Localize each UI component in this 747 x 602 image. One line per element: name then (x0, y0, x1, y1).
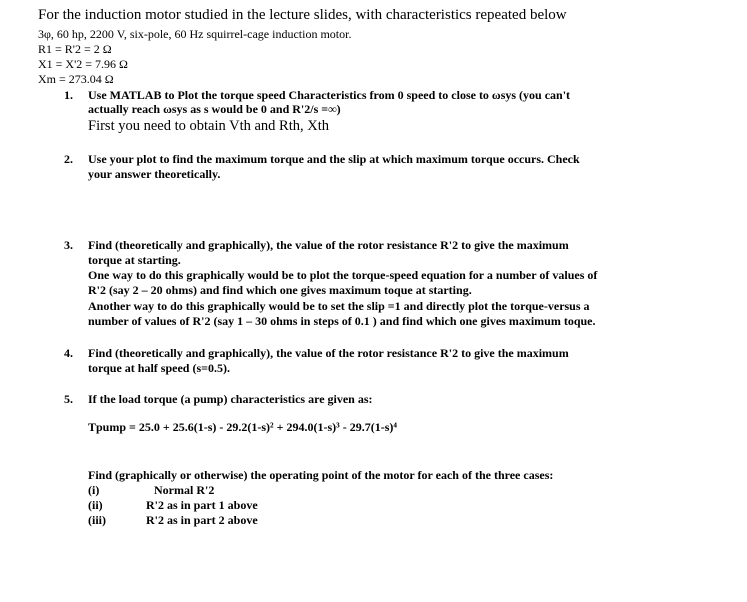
item-number: 2. (64, 152, 73, 166)
motor-spec-line: 3φ, 60 hp, 2200 V, six-pole, 60 Hz squirrel-cage induction motor. (38, 27, 352, 41)
pump-torque-equation: Tpump = 25.0 + 25.6(1-s) - 29.2(1-s)² + 294.0(1-s)³ - 29.7(1-s)⁴ (88, 420, 397, 434)
item-1-line-2: actually reach ωsys as s would be 0 and R'2/s =∞) (88, 102, 341, 116)
case-text: Normal R'2 (154, 483, 215, 497)
item-5-line-2: Find (graphically or otherwise) the operating point of the motor for each of the three cases: (88, 468, 554, 482)
resistance-spec: R1 = R'2 = 2 Ω (38, 42, 112, 56)
case-text: R'2 as in part 2 above (146, 513, 258, 527)
case-roman: (i) (88, 483, 100, 497)
intro-text: For the induction motor studied in the lecture slides, with characteristics repeated below (38, 7, 567, 23)
item-3-line-5: Another way to do this graphically would be to set the slip =1 and directly plot the torque-versus a (88, 299, 590, 313)
item-number: 5. (64, 392, 73, 406)
case-roman: (iii) (88, 513, 106, 527)
magnetizing-reactance-spec: Xm = 273.04 Ω (38, 72, 114, 86)
item-2-line-1: Use your plot to find the maximum torque and the slip at which maximum torque occurs. Check (88, 152, 580, 166)
item-2-line-2: your answer theoretically. (88, 167, 221, 181)
reactance-spec: X1 = X'2 = 7.96 Ω (38, 57, 128, 71)
item-3-line-6: number of values of R'2 (say 1 – 30 ohms in steps of 0.1 ) and find which one gives maximum toque. (88, 314, 596, 328)
case-text: R'2 as in part 1 above (146, 498, 258, 512)
item-5-line-1: If the load torque (a pump) characteristics are given as: (88, 392, 373, 406)
item-1-line-3: First you need to obtain Vth and Rth, Xth (88, 118, 329, 134)
item-number: 1. (64, 88, 73, 102)
item-3-line-2: torque at starting. (88, 253, 181, 267)
item-3-line-3: One way to do this graphically would be to plot the torque-speed equation for a number of values of (88, 268, 598, 282)
item-3-line-1: Find (theoretically and graphically), the value of the rotor resistance R'2 to give the maximum (88, 238, 569, 252)
item-4-line-2: torque at half speed (s=0.5). (88, 361, 230, 375)
item-number: 4. (64, 346, 73, 360)
item-4-line-1: Find (theoretically and graphically), the value of the rotor resistance R'2 to give the maximum (88, 346, 569, 360)
item-3-line-4: R'2 (say 2 – 20 ohms) and find which one gives maximum toque at starting. (88, 283, 472, 297)
item-number: 3. (64, 238, 73, 252)
item-1-line-1: Use MATLAB to Plot the torque speed Characteristics from 0 speed to close to ωsys (you can't (88, 88, 571, 102)
case-roman: (ii) (88, 498, 103, 512)
